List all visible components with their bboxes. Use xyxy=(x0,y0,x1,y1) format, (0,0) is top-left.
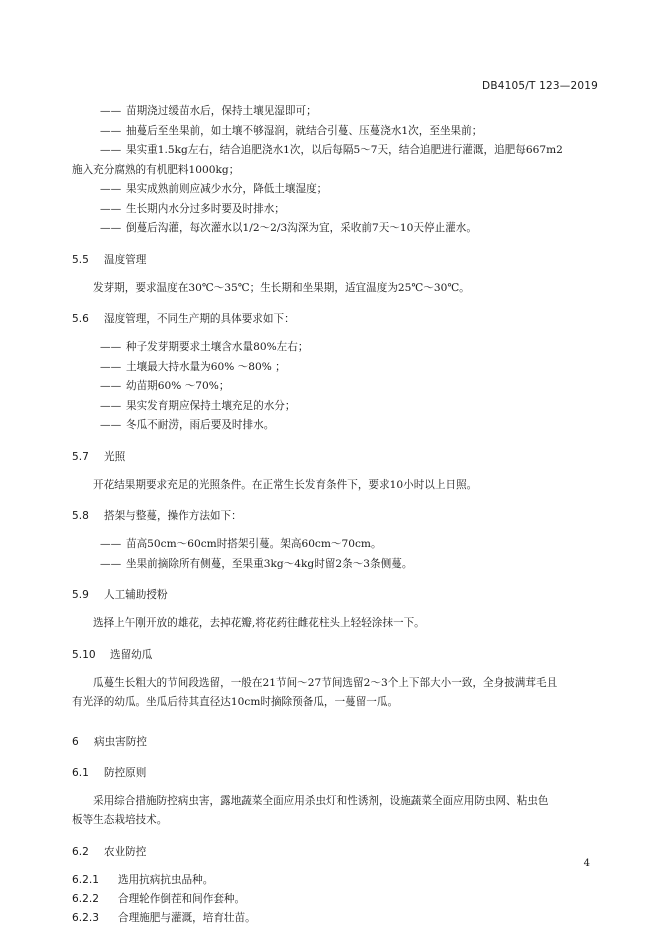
section-heading-5-8: 5.8 搭架与整蔓，操作方法如下： xyxy=(72,510,242,522)
subsection-6-2-1: 6.2.1 选用抗病抗虫品种。 xyxy=(72,873,214,886)
page-content xyxy=(72,102,612,928)
section-heading-6-1: 6.1 防控原则 xyxy=(72,766,147,779)
section-heading-6: 6 病虫害防控 xyxy=(72,735,147,748)
list-item: —— 冬瓜不耐涝，雨后要及时排水。 xyxy=(100,419,275,431)
section-heading-5-5: 5.5 温度管理 xyxy=(72,253,147,266)
section-text-6-1-cont: 板等生态栽培技术。 xyxy=(72,814,168,826)
page-number: 4 xyxy=(583,858,590,869)
subsection-6-2-3: 6.2.3 合理施肥与灌溉，培育壮苗。 xyxy=(72,911,256,924)
section-text-5-10: 瓜蔓生长粗大的节间段选留，一般在21节间～27节间选留2～3个上下部大小一致，全身披满茸毛且 xyxy=(93,676,558,689)
document-code: DB4105/T 123—2019 xyxy=(482,80,598,92)
subsection-6-2-2: 6.2.2 合理轮作倒茬和间作套种。 xyxy=(72,892,246,905)
list-item: —— 生长期内水分过多时要及时排水； xyxy=(100,202,285,215)
list-item: —— 苗期浇过缓苗水后，保持土壤见湿即可； xyxy=(100,105,317,117)
list-item: —— 抽蔓后至坐果前，如土壤不够湿润，就结合引蔓、压蔓浇水1次，至坐果前； xyxy=(100,124,483,137)
list-item: —— 土壤最大持水量为60% ～80% ； xyxy=(100,360,286,373)
list-item: —— 坐果前摘除所有侧蔓，至果重3kg～4kg时留2条～3条侧蔓。 xyxy=(100,557,413,570)
section-heading-5-6: 5.6 湿度管理，不同生产期的具体要求如下： xyxy=(72,313,295,325)
list-item: —— 幼苗期60% ～70%； xyxy=(100,380,230,392)
section-heading-5-9: 5.9 人工辅助授粉 xyxy=(72,589,168,601)
section-text-5-5: 发芽期，要求温度在30℃～35℃；生长期和坐果期，适宜温度为25℃～30℃。 xyxy=(93,281,470,294)
list-item: —— 果实重1.5kg左右，结合追肥浇水1次，以后每隔5～7天，结合追肥进行灌溉，追肥每667m2 xyxy=(100,144,563,156)
section-text-6-1: 采用综合措施防控病虫害，露地蔬菜全面应用杀虫灯和性诱剂，设施蔬菜全面应用防虫网、粘虫色 xyxy=(93,794,549,807)
list-item: —— 果实发育期应保持土壤充足的水分； xyxy=(100,399,296,412)
list-item: —— 倒蔓后沟灌，每次灌水以1/2～2/3沟深为宜，采收前7天～10天停止灌水。 xyxy=(100,222,477,234)
section-heading-5-10: 5.10 选留幼瓜 xyxy=(72,648,153,661)
section-heading-6-2: 6.2 农业防控 xyxy=(72,845,147,858)
section-text-5-9: 选择上午刚开放的雄花，去掉花瓣,将花药往雌花柱头上轻轻涂抹一下。 xyxy=(93,617,425,629)
section-heading-5-7: 5.7 光照 xyxy=(72,450,126,463)
list-item: —— 种子发芽期要求土壤含水量80%左右； xyxy=(100,341,309,353)
list-item-continuation: 施入充分腐熟的有机肥料1000kg； xyxy=(72,163,240,176)
section-text-5-10-cont: 有光泽的幼瓜。坐瓜后待其直径达10cm时摘除预备瓜，一蔓留一瓜。 xyxy=(72,696,399,708)
section-text-5-7: 开花结果期要求充足的光照条件。在正常生长发育条件下，要求10小时以上日照。 xyxy=(93,478,478,491)
list-item: —— 苗高50cm～60cm时搭架引蔓。架高60cm～70cm。 xyxy=(100,538,382,550)
list-item: —— 果实成熟前则应减少水分，降低土壤湿度； xyxy=(100,183,328,195)
